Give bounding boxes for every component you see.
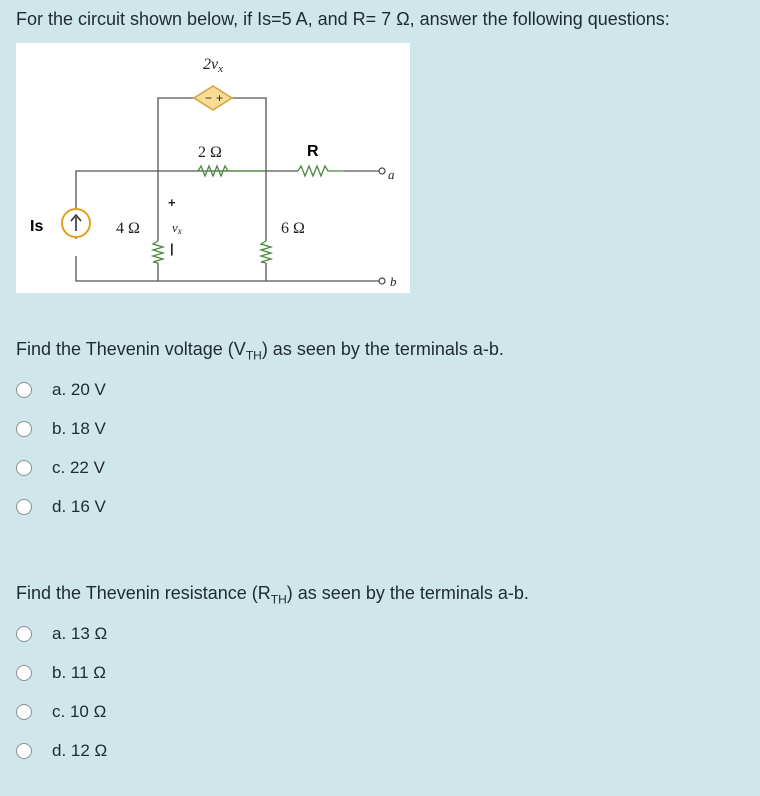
- option-label: b. 11 Ω: [52, 663, 106, 682]
- option-label: c. 22 V: [52, 458, 105, 477]
- question-1-sub: TH: [245, 348, 262, 363]
- dep-source-minus: −: [205, 91, 213, 105]
- question-2-option-c[interactable]: [16, 701, 106, 723]
- terminal-b-label: b: [390, 274, 397, 289]
- r-label: R: [307, 143, 319, 160]
- question-1-option-b[interactable]: [16, 418, 106, 440]
- terminal-a-label: a: [388, 167, 395, 182]
- r6-label: 6 Ω: [281, 220, 305, 237]
- radio-button[interactable]: [16, 499, 32, 515]
- question-1-option-a[interactable]: [16, 379, 106, 401]
- option-label: c. 10 Ω: [52, 702, 107, 721]
- circuit-figure: [16, 43, 410, 293]
- circuit-diagram: [16, 43, 410, 293]
- question-2-option-b[interactable]: [16, 662, 106, 684]
- option-label: b. 18 V: [52, 419, 106, 438]
- question-2-text-before: Find the Thevenin resistance (R: [16, 583, 271, 603]
- radio-button[interactable]: [16, 626, 32, 642]
- vx-minus: |: [170, 241, 174, 256]
- dep-source-label: 2vx: [203, 56, 223, 75]
- radio-button[interactable]: [16, 382, 32, 398]
- question-2-sub: TH: [270, 592, 287, 607]
- question-1-option-d[interactable]: [16, 496, 106, 518]
- option-label: a. 13 Ω: [52, 624, 108, 643]
- vx-label: vx: [172, 220, 182, 236]
- option-label: a. 20 V: [52, 380, 106, 399]
- question-1-prompt: [16, 339, 504, 363]
- question-2-option-a[interactable]: [16, 623, 107, 645]
- option-label: d. 12 Ω: [52, 741, 108, 760]
- question-2-prompt: [16, 583, 529, 607]
- question-intro: For the circuit shown below, if Is=5 A, and R= 7 Ω, answer the following questions:: [16, 9, 670, 29]
- source-label: Is: [16, 216, 52, 242]
- option-label: d. 16 V: [52, 497, 106, 516]
- radio-button[interactable]: [16, 704, 32, 720]
- radio-button[interactable]: [16, 743, 32, 759]
- question-1-text-after: ) as seen by the terminals a-b.: [261, 339, 504, 359]
- radio-button[interactable]: [16, 421, 32, 437]
- dep-source-plus: +: [216, 91, 224, 105]
- radio-button[interactable]: [16, 460, 32, 476]
- r2-label: 2 Ω: [198, 144, 222, 161]
- question-2-text-after: ) as seen by the terminals a-b.: [286, 583, 529, 603]
- vx-plus: +: [168, 195, 176, 210]
- question-1-option-c[interactable]: [16, 457, 105, 479]
- r4-label: 4 Ω: [116, 220, 140, 237]
- question-2-option-d[interactable]: [16, 740, 107, 762]
- question-1-text-before: Find the Thevenin voltage (V: [16, 339, 246, 359]
- radio-button[interactable]: [16, 665, 32, 681]
